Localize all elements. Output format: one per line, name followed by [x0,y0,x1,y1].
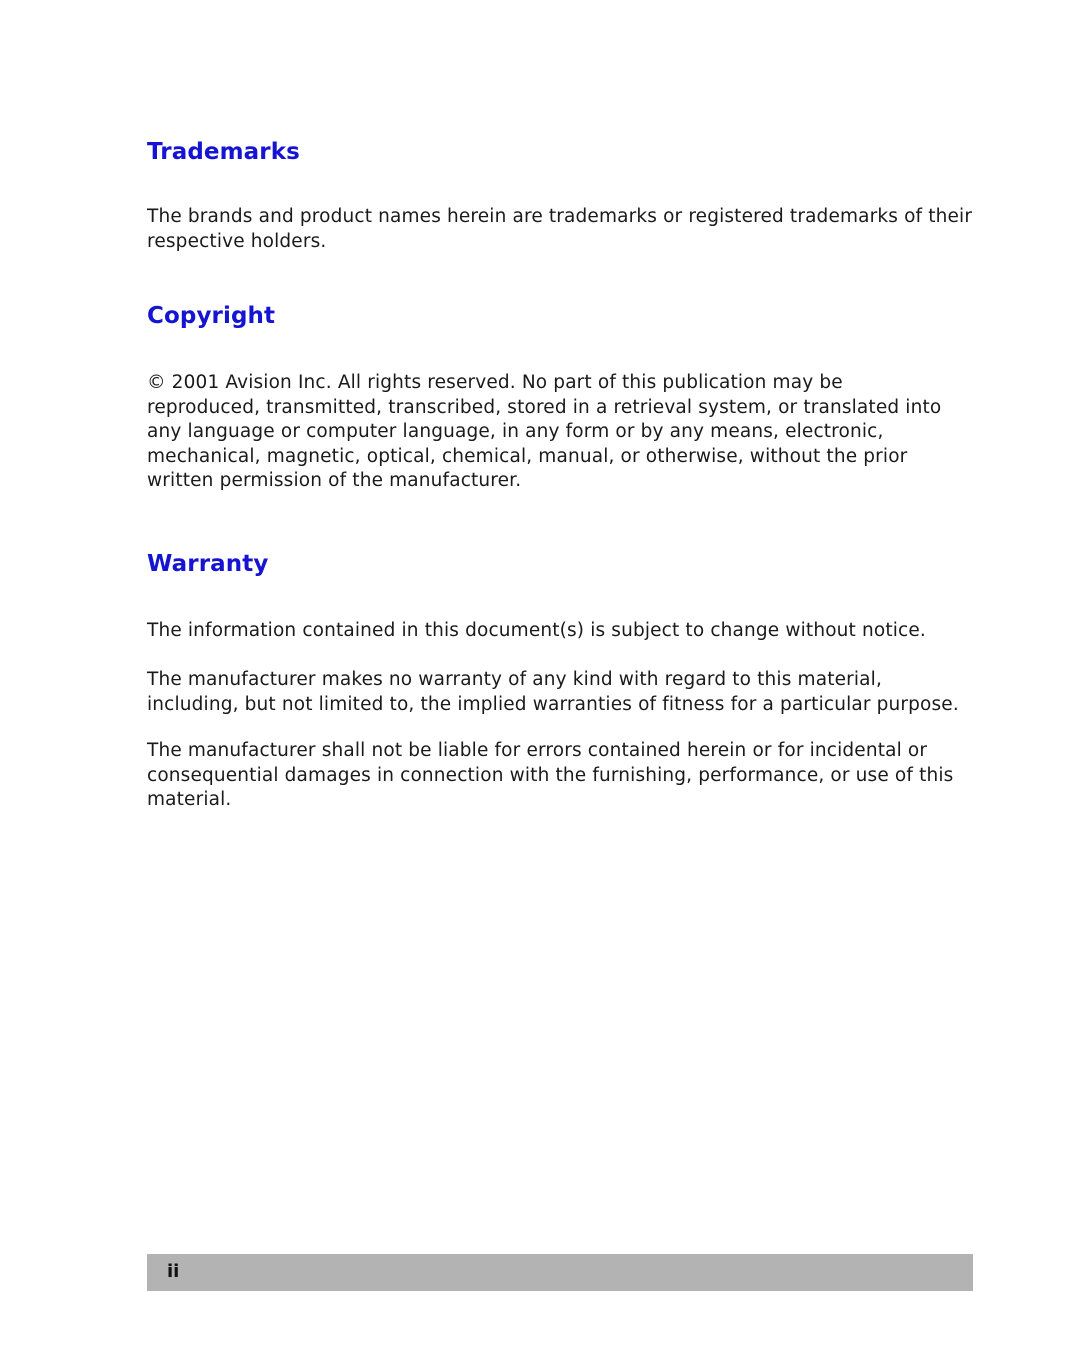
trademarks-heading: Trademarks [147,139,300,165]
footer-bar [147,1254,973,1291]
text-line: reproduced, transmitted, transcribed, stored in a retrieval system, or translated into [147,396,942,418]
warranty-heading: Warranty [147,551,269,577]
copyright-paragraph [147,371,973,494]
document-page [147,0,973,1365]
text-line: The manufacturer shall not be liable for errors contained herein or for incidental or [147,740,928,761]
copyright-heading: Copyright [147,303,276,329]
text-line: material. [147,789,232,810]
text-line: any language or computer language, in any form or by any means, electronic, [147,421,884,442]
trademarks-paragraph [147,205,973,254]
text-line: © 2001 Avision Inc. All rights reserved. No part of this publication may be [147,372,843,393]
warranty-paragraph-3 [147,739,973,813]
text-line: including, but not limited to, the implied warranties of fitness for a particular purpose. [147,693,959,715]
warranty-paragraph-2 [147,668,973,717]
text-line: mechanical, magnetic, optical, chemical, manual, or otherwise, without the prior [147,445,908,467]
text-line: respective holders. [147,230,327,252]
warranty-paragraph-1 [147,619,973,644]
text-line: The manufacturer makes no warranty of any kind with regard to this material, [147,669,882,690]
text-line: consequential damages in connection with the furnishing, performance, or use of this [147,764,954,786]
text-line: The brands and product names herein are trademarks or registered trademarks of their [147,206,973,227]
text-line: The information contained in this document(s) is subject to change without notice. [147,620,926,641]
text-line: written permission of the manufacturer. [147,470,522,491]
page-number: ii [167,1261,180,1282]
